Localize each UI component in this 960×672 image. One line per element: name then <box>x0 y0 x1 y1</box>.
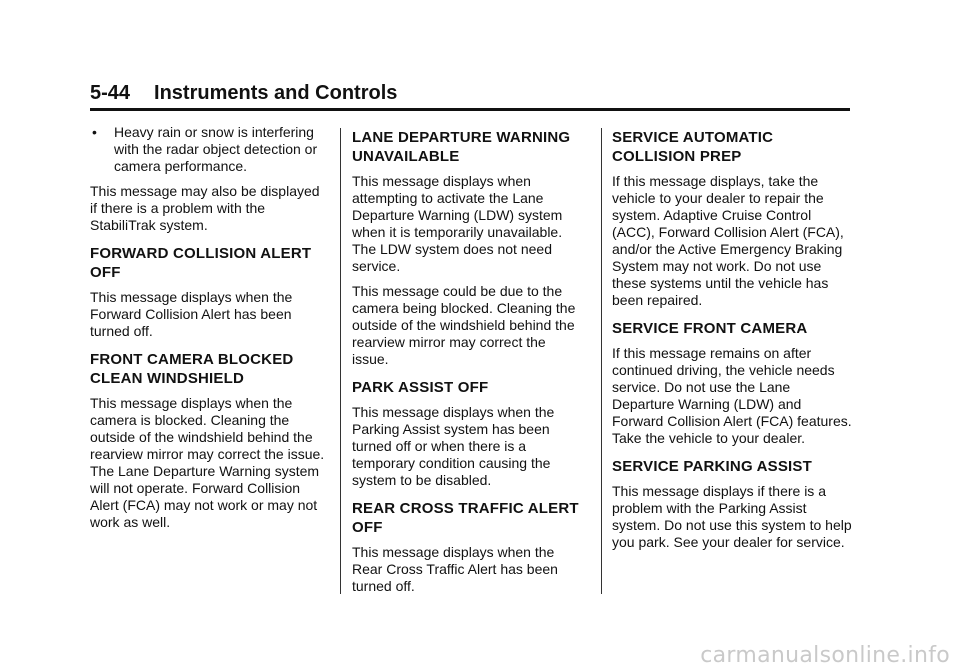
section-heading: SERVICE AUTOMATIC COLLISION PREP <box>612 129 774 165</box>
paragraph: This message displays when the Forward Collision Alert has been turned off. <box>90 289 293 339</box>
column-left <box>90 124 330 539</box>
paragraph: This message displays if there is a problem with the Parking Assist system. Do not use this system to help you park. See your dealer for service. <box>612 483 852 550</box>
section-heading: FRONT CAMERA BLOCKED CLEAN WINDSHIELD <box>90 351 294 387</box>
column-divider-right <box>601 128 602 594</box>
page-number: 5-44 <box>90 82 131 104</box>
section-heading: REAR CROSS TRAFFIC ALERT OFF <box>352 500 579 536</box>
column-right <box>612 124 852 559</box>
paragraph: This message displays when attempting to activate the Lane Departure Warning (LDW) system when it is temporarily unavailable. The LDW system does not need service. <box>352 173 563 274</box>
paragraph: This message could be due to the camera being blocked. Cleaning the outside of the windshield behind the rearview mirror may correct the issue. <box>352 283 576 367</box>
paragraph: This message displays when the Parking Assist system has been turned off or when there is a temporary condition causing the system to be disabled. <box>352 404 555 488</box>
section-heading: SERVICE PARKING ASSIST <box>612 458 812 475</box>
column-divider-left <box>340 128 341 594</box>
section-heading: SERVICE FRONT CAMERA <box>612 320 808 337</box>
header-text <box>90 82 397 105</box>
bullet-item <box>90 124 330 175</box>
bullet-text: Heavy rain or snow is interfering with the radar object detection or camera performance. <box>114 124 318 174</box>
section-heading: PARK ASSIST OFF <box>352 379 489 396</box>
watermark: carmanualsonline.info <box>700 643 950 668</box>
paragraph: If this message remains on after continued driving, the vehicle needs service. Do not use the Lane Departure Warning (LDW) and Forward Collision Alert (FCA) features. Take the vehicle to your dealer. <box>612 345 852 446</box>
paragraph: If this message displays, take the vehicle to your dealer to repair the system. Adaptive Cruise Control (ACC), Forward Collision Alert (FCA), and/or the Active Emergency Braking System may not work. Do not use these systems until the vehicle has been repaired. <box>612 173 844 308</box>
section-heading: FORWARD COLLISION ALERT OFF <box>90 245 312 281</box>
section-title: Instruments and Controls <box>154 82 398 104</box>
paragraph: This message may also be displayed if there is a problem with the StabiliTrak system. <box>90 183 320 233</box>
paragraph: This message displays when the Rear Cross Traffic Alert has been turned off. <box>352 544 558 594</box>
paragraph: This message displays when the camera is blocked. Cleaning the outside of the windshield behind the rearview mirror may correct the issue. The Lane Departure Warning system will not operate. Forward Collision Alert (FCA) may not work or may not work as well. <box>90 395 325 530</box>
bullet-icon: • <box>92 124 97 140</box>
section-heading: LANE DEPARTURE WARNING UNAVAILABLE <box>352 129 571 165</box>
page-header <box>90 78 850 111</box>
column-middle <box>352 124 582 603</box>
